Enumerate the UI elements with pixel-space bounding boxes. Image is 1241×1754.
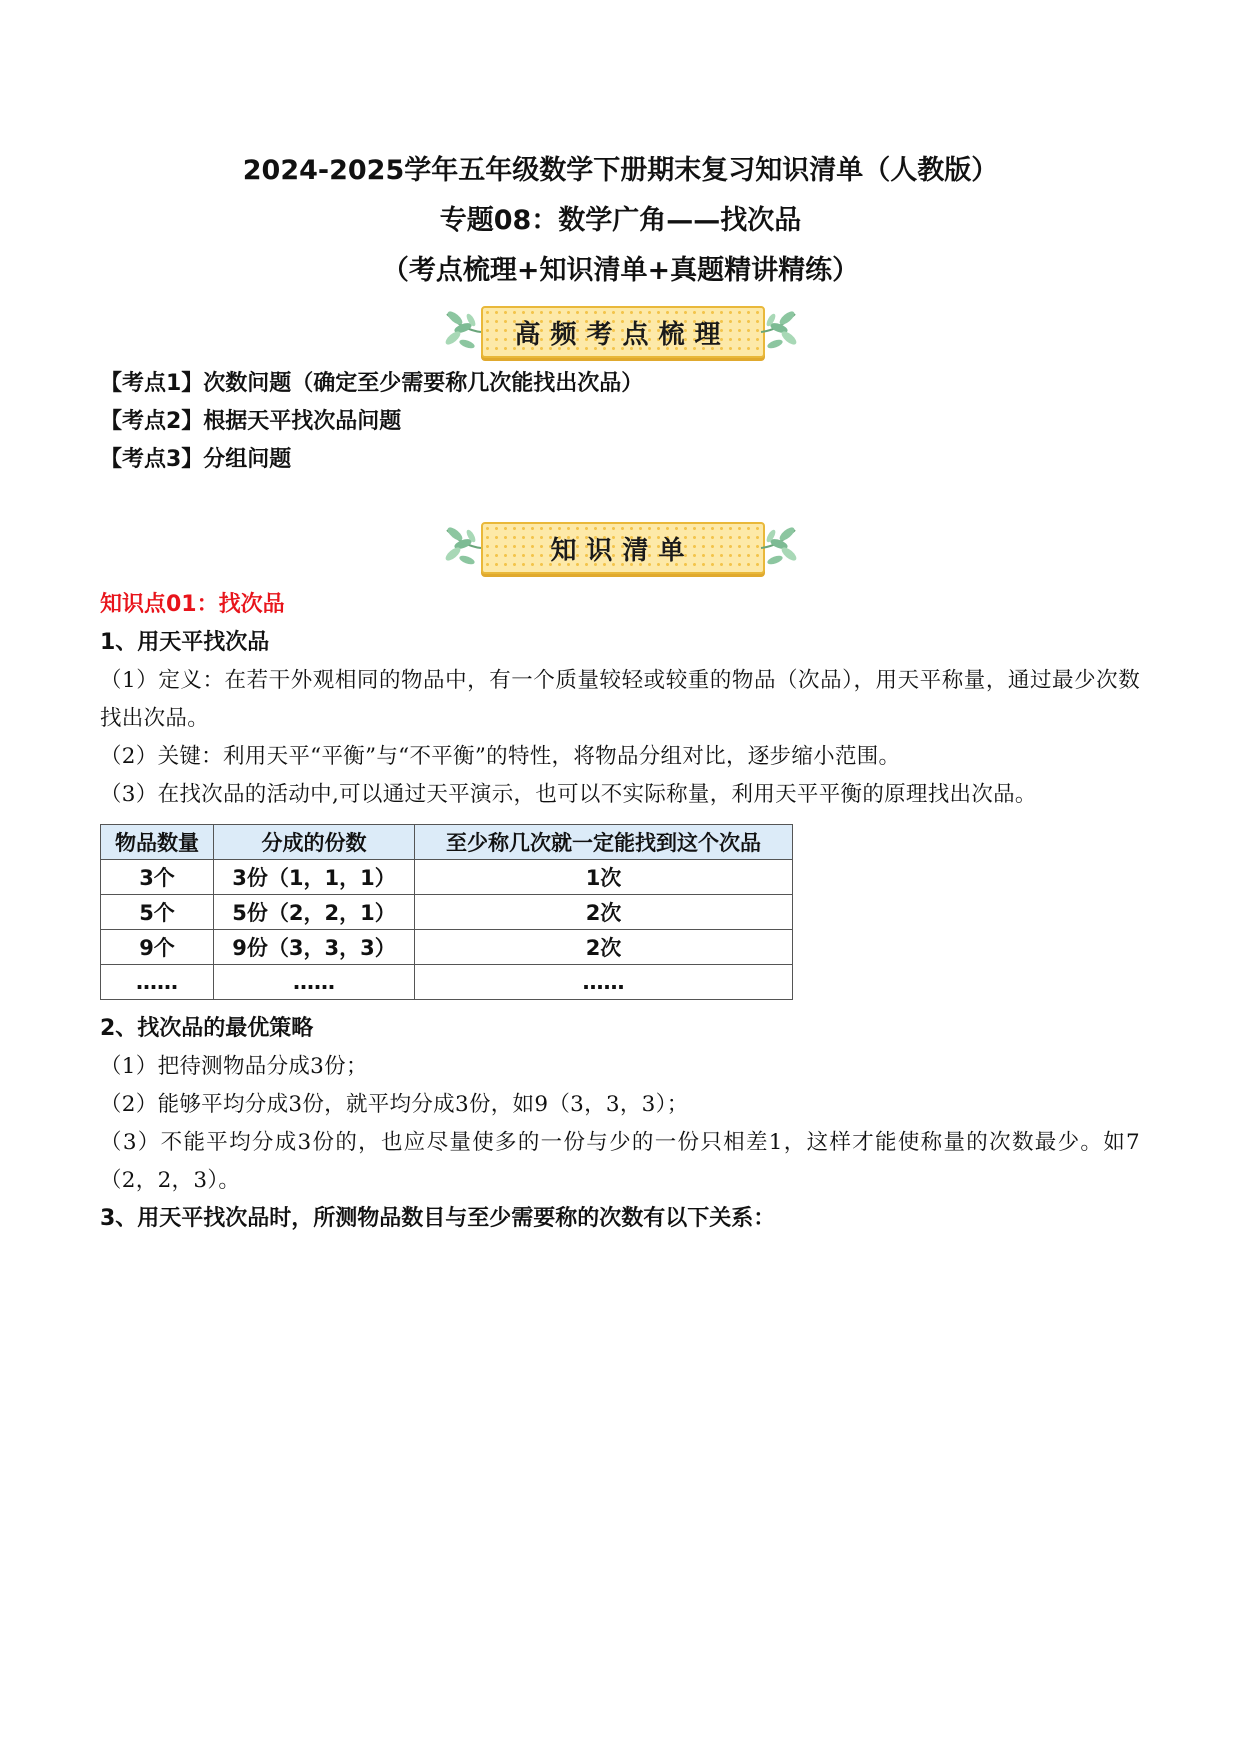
banner-plaque bbox=[481, 522, 765, 574]
kaodian-item: 【考点3】分组问题 bbox=[100, 447, 292, 472]
banner-kaodian bbox=[441, 302, 801, 364]
table-cell: 3份（1，1，1） bbox=[214, 860, 415, 895]
knowledge-point-title: 知识点01：找次品 bbox=[100, 592, 285, 617]
paragraph: （1）定义：在若干外观相同的物品中，有一个质量较轻或较重的物品（次品），用天平称量，通过最少次数找出次品。 bbox=[100, 668, 1140, 731]
paragraph: （2）关键：利用天平“平衡”与“不平衡”的特性，将物品分组对比，逐步缩小范围。 bbox=[100, 744, 901, 769]
topic-title: 专题08：数学广角——找次品 bbox=[439, 205, 802, 236]
leaf-decoration-icon bbox=[441, 520, 485, 574]
table-header-cell: 至少称几次就一定能找到这个次品 bbox=[415, 825, 793, 860]
table-row bbox=[101, 895, 793, 930]
table-cell: …… bbox=[101, 965, 214, 1000]
paragraph: （1）把待测物品分成3份； bbox=[100, 1054, 368, 1079]
table-cell: 3个 bbox=[101, 860, 214, 895]
knowledge-content bbox=[100, 586, 1140, 1238]
main-title: 2024-2025学年五年级数学下册期末复习知识清单（人教版） bbox=[242, 155, 999, 186]
banner-plaque bbox=[481, 306, 765, 358]
banner-zhishi bbox=[441, 518, 801, 580]
kaodian-item: 【考点2】根据天平找次品问题 bbox=[100, 409, 402, 434]
banner-label: 知识清单 bbox=[550, 535, 695, 566]
table-cell: 5个 bbox=[101, 895, 214, 930]
table-cell: 2次 bbox=[415, 930, 793, 965]
banner-label: 高频考点梳理 bbox=[514, 319, 731, 350]
title-block bbox=[0, 146, 1241, 296]
table-cell: …… bbox=[214, 965, 415, 1000]
kaodian-item: 【考点1】次数问题（确定至少需要称几次能找出次品） bbox=[100, 371, 644, 396]
table-cell: 5份（2，2，1） bbox=[214, 895, 415, 930]
leaf-decoration-icon bbox=[441, 304, 485, 358]
section-title: 1、用天平找次品 bbox=[100, 630, 270, 655]
table-cell: …… bbox=[415, 965, 793, 1000]
items-table bbox=[100, 824, 793, 1000]
table-header-row bbox=[101, 825, 793, 860]
table-row bbox=[101, 930, 793, 965]
table-header-cell: 物品数量 bbox=[101, 825, 214, 860]
table-cell: 2次 bbox=[415, 895, 793, 930]
paragraph: （3）不能平均分成3份的，也应尽量使多的一份与少的一份只相差1，这样才能使称量的次数最少。如7（2，2，3）。 bbox=[100, 1130, 1140, 1193]
table-cell: 1次 bbox=[415, 860, 793, 895]
section-title: 3、用天平找次品时，所测物品数目与至少需要称的次数有以下关系： bbox=[100, 1206, 776, 1231]
section-title: 2、找次品的最优策略 bbox=[100, 1016, 314, 1041]
table-cell: 9个 bbox=[101, 930, 214, 965]
paragraph: （2）能够平均分成3份，就平均分成3份，如9（3，3，3）； bbox=[100, 1092, 689, 1117]
paragraph: （3）在找次品的活动中,可以通过天平演示，也可以不实际称量，利用天平平衡的原理找出次品。 bbox=[100, 782, 1037, 807]
subtitle: （考点梳理+知识清单+真题精讲精练） bbox=[381, 255, 860, 286]
table-cell: 9份（3，3，3） bbox=[214, 930, 415, 965]
table-row bbox=[101, 965, 793, 1000]
table-header-cell: 分成的份数 bbox=[214, 825, 415, 860]
leaf-decoration-icon bbox=[757, 520, 801, 574]
leaf-decoration-icon bbox=[757, 304, 801, 358]
table-row bbox=[101, 860, 793, 895]
